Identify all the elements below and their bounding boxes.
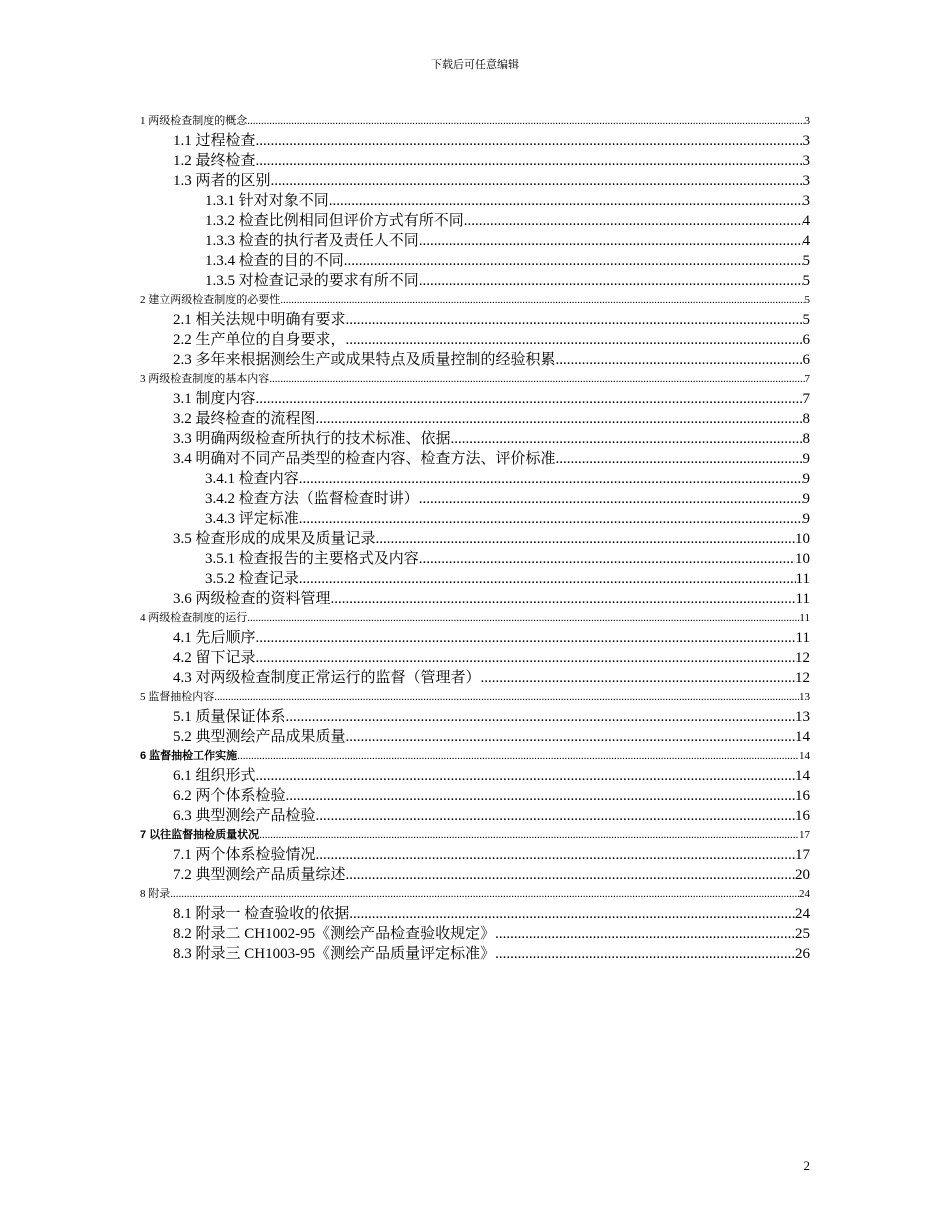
toc-entry-page: 4 [802,213,810,229]
toc-dot-leader [346,727,795,747]
toc-entry-page: 12 [795,670,810,686]
toc-entry-level-2[interactable] [140,648,810,668]
toc-entry-title: 3.5 检查形成的成果及质量记录 [173,531,376,547]
toc-dot-leader [331,589,796,609]
toc-dot-leader [419,271,803,291]
toc-entry-page: 10 [795,531,810,547]
toc-entry-page: 9 [802,471,810,487]
toc-dot-leader [346,330,803,350]
toc-dot-leader [256,151,803,171]
toc-dot-leader [464,211,803,231]
toc-entry-level-2[interactable] [140,766,810,786]
toc-dot-leader [419,549,795,569]
toc-dot-leader [376,529,795,549]
toc-dot-leader [256,648,795,668]
toc-entry-title: 1 两级检查制度的概念 [140,115,248,127]
toc-entry-page: 5 [804,294,810,306]
toc-entry-level-3[interactable] [140,489,810,509]
toc-entry-title: 1.1 过程检查 [173,133,256,149]
toc-entry-title: 7.2 典型测绘产品质量综述 [173,867,346,883]
toc-dot-leader [495,924,795,944]
toc-entry-title: 3.2 最终检查的流程图 [173,411,316,427]
toc-entry-page: 3 [804,115,810,127]
toc-entry-level-3[interactable] [140,271,810,291]
toc-dot-leader [344,251,803,271]
toc-entry-title: 1.3.5 对检查记录的要求有所不同 [205,273,419,289]
toc-dot-leader [280,291,804,310]
toc-entry-level-3[interactable] [140,549,810,569]
toc-entry-level-1[interactable] [140,688,810,707]
toc-dot-leader [247,112,804,131]
toc-entry-page: 24 [799,888,810,900]
toc-entry-title: 5.1 质量保证体系 [173,709,286,725]
toc-entry-title: 3.5.2 检查记录 [205,571,299,587]
toc-entry-title: 1.3 两者的区别 [173,173,271,189]
toc-dot-leader [556,449,803,469]
toc-entry-page: 9 [802,511,810,527]
toc-entry-page: 17 [795,847,810,863]
toc-dot-leader [316,845,795,865]
toc-dot-leader [271,171,803,191]
toc-entry-level-2[interactable] [140,350,810,370]
toc-entry-level-2[interactable] [140,589,810,609]
toc-entry-page: 3 [802,153,810,169]
toc-entry-page: 11 [795,571,810,587]
toc-dot-leader [419,489,803,509]
toc-entry-title: 3.1 制度内容 [173,391,256,407]
toc-entry-page: 10 [795,551,810,567]
toc-entry-page: 4 [802,233,810,249]
toc-entry-page: 16 [795,808,810,824]
toc-entry-page: 3 [802,133,810,149]
toc-entry-level-2[interactable] [140,628,810,648]
toc-dot-leader [237,747,799,766]
toc-entry-level-3[interactable] [140,211,810,231]
toc-entry-level-2[interactable] [140,727,810,747]
toc-entry-title: 5 监督抽检内容 [140,691,215,703]
toc-entry-level-2[interactable] [140,131,810,151]
toc-dot-leader [316,806,795,826]
toc-entry-title: 7.1 两个体系检验情况 [173,847,316,863]
table-of-contents [140,112,810,964]
toc-entry-title: 1.3.4 检查的目的不同 [205,253,344,269]
toc-dot-leader [256,628,796,648]
toc-entry-page: 12 [795,650,810,666]
toc-entry-title: 1.3.2 检查比例相同但评价方式有所不同 [205,213,464,229]
toc-entry-page: 25 [795,926,810,942]
toc-entry-page: 8 [802,411,810,427]
toc-entry-title: 6.1 组织形式 [173,768,256,784]
toc-entry-title: 4.3 对两级检查制度正常运行的监督（管理者） [173,670,481,686]
toc-entry-level-3[interactable] [140,251,810,271]
toc-entry-title: 1.3.1 针对对象不同 [205,193,329,209]
toc-dot-leader [346,865,795,885]
toc-entry-page: 13 [799,691,810,703]
toc-entry-level-3[interactable] [140,469,810,489]
toc-dot-leader [316,409,803,429]
toc-entry-page: 8 [802,431,810,447]
toc-entry-level-2[interactable] [140,409,810,429]
toc-dot-leader [256,389,803,409]
toc-entry-title: 3.4.1 检查内容 [205,471,299,487]
toc-entry-page: 14 [795,729,810,745]
toc-entry-page: 5 [802,253,810,269]
toc-dot-leader [286,707,795,727]
toc-dot-leader [346,310,803,330]
toc-entry-level-2[interactable] [140,310,810,330]
toc-entry-page: 13 [795,709,810,725]
toc-dot-leader [419,231,803,251]
toc-entry-title: 2.2 生产单位的自身要求， [173,332,346,348]
page-header: 下载后可任意编辑 [431,59,519,71]
toc-entry-page: 24 [795,906,810,922]
toc-dot-leader [170,885,799,904]
toc-dot-leader [299,509,803,529]
toc-entry-level-2[interactable] [140,429,810,449]
toc-entry-level-1[interactable] [140,826,810,845]
toc-entry-level-3[interactable] [140,191,810,211]
toc-entry-level-2[interactable] [140,668,810,688]
toc-entry-title: 1.3.3 检查的执行者及责任人不同 [205,233,419,249]
toc-dot-leader [556,350,803,370]
toc-entry-page: 5 [802,273,810,289]
toc-entry-page: 3 [802,193,810,209]
toc-entry-level-2[interactable] [140,786,810,806]
toc-entry-title: 8.2 附录二 CH1002-95《测绘产品检查验收规定》 [173,926,496,942]
toc-entry-page: 11 [799,612,810,624]
toc-dot-leader [269,370,804,389]
toc-dot-leader [349,904,795,924]
toc-entry-page: 7 [804,373,810,385]
toc-entry-page: 17 [799,829,810,841]
toc-entry-title: 3.3 明确两级检查所执行的技术标准、依据 [173,431,451,447]
toc-entry-level-1[interactable] [140,370,810,389]
toc-entry-level-2[interactable] [140,806,810,826]
page-number: 2 [803,1158,810,1173]
toc-entry-page: 5 [802,312,810,328]
toc-entry-page: 9 [802,451,810,467]
toc-entry-title: 1.2 最终检查 [173,153,256,169]
toc-dot-leader [247,609,799,628]
toc-dot-leader [286,786,795,806]
toc-entry-title: 3.4.2 检查方法（监督检查时讲） [205,491,419,507]
toc-entry-level-2[interactable] [140,944,810,964]
toc-entry-page: 9 [802,491,810,507]
toc-entry-page: 20 [795,867,810,883]
toc-entry-page: 6 [802,352,810,368]
toc-entry-title: 4 两级检查制度的运行 [140,612,248,624]
toc-entry-page: 3 [802,173,810,189]
toc-entry-title: 2 建立两级检查制度的必要性 [140,294,281,306]
toc-dot-leader [299,469,803,489]
toc-dot-leader [214,688,799,707]
toc-entry-level-2[interactable] [140,707,810,727]
toc-entry-title: 3 两级检查制度的基本内容 [140,373,270,385]
toc-entry-title: 6.3 典型测绘产品检验 [173,808,316,824]
toc-entry-page: 11 [795,630,810,646]
toc-entry-level-1[interactable] [140,112,810,131]
toc-entry-title: 3.6 两级检查的资料管理 [173,591,331,607]
toc-entry-page: 26 [795,946,810,962]
toc-entry-level-1[interactable] [140,747,810,766]
toc-entry-title: 6.2 两个体系检验 [173,788,286,804]
toc-entry-title: 5.2 典型测绘产品成果质量 [173,729,346,745]
toc-entry-page: 11 [795,591,810,607]
toc-entry-page: 14 [799,750,810,762]
toc-entry-title: 8.1 附录一 检查验收的依据 [173,906,350,922]
toc-entry-page: 7 [802,391,810,407]
toc-entry-title: 8 附录 [140,888,171,900]
toc-entry-level-2[interactable] [140,171,810,191]
toc-entry-level-3[interactable] [140,231,810,251]
toc-entry-title: 3.5.1 检查报告的主要格式及内容 [205,551,419,567]
toc-entry-level-1[interactable] [140,291,810,310]
toc-entry-level-2[interactable] [140,529,810,549]
toc-entry-title: 7 以往监督抽检质量状况 [140,829,260,841]
toc-entry-page: 14 [795,768,810,784]
toc-entry-level-2[interactable] [140,330,810,350]
toc-entry-level-2[interactable] [140,924,810,944]
toc-entry-level-1[interactable] [140,885,810,904]
toc-dot-leader [329,191,803,211]
toc-dot-leader [256,766,795,786]
toc-entry-title: 3.4.3 评定标准 [205,511,299,527]
toc-entry-level-1[interactable] [140,609,810,628]
toc-entry-page: 6 [802,332,810,348]
toc-entry-level-2[interactable] [140,845,810,865]
toc-entry-level-2[interactable] [140,151,810,171]
toc-entry-title: 4.1 先后顺序 [173,630,256,646]
toc-dot-leader [451,429,803,449]
toc-dot-leader [259,826,799,845]
toc-dot-leader [495,944,795,964]
toc-entry-level-2[interactable] [140,865,810,885]
toc-entry-level-3[interactable] [140,509,810,529]
toc-dot-leader [481,668,795,688]
toc-entry-level-2[interactable] [140,449,810,469]
toc-entry-title: 4.2 留下记录 [173,650,256,666]
toc-entry-level-2[interactable] [140,389,810,409]
toc-dot-leader [299,569,796,589]
toc-dot-leader [256,131,803,151]
toc-entry-level-2[interactable] [140,904,810,924]
toc-entry-title: 6 监督抽检工作实施 [140,750,238,762]
toc-entry-page: 16 [795,788,810,804]
toc-entry-title: 8.3 附录三 CH1003-95《测绘产品质量评定标准》 [173,946,496,962]
toc-entry-level-3[interactable] [140,569,810,589]
toc-entry-title: 3.4 明确对不同产品类型的检查内容、检查方法、评价标准 [173,451,556,467]
toc-entry-title: 2.3 多年来根据测绘生产或成果特点及质量控制的经验积累 [173,352,556,368]
toc-entry-title: 2.1 相关法规中明确有要求 [173,312,346,328]
